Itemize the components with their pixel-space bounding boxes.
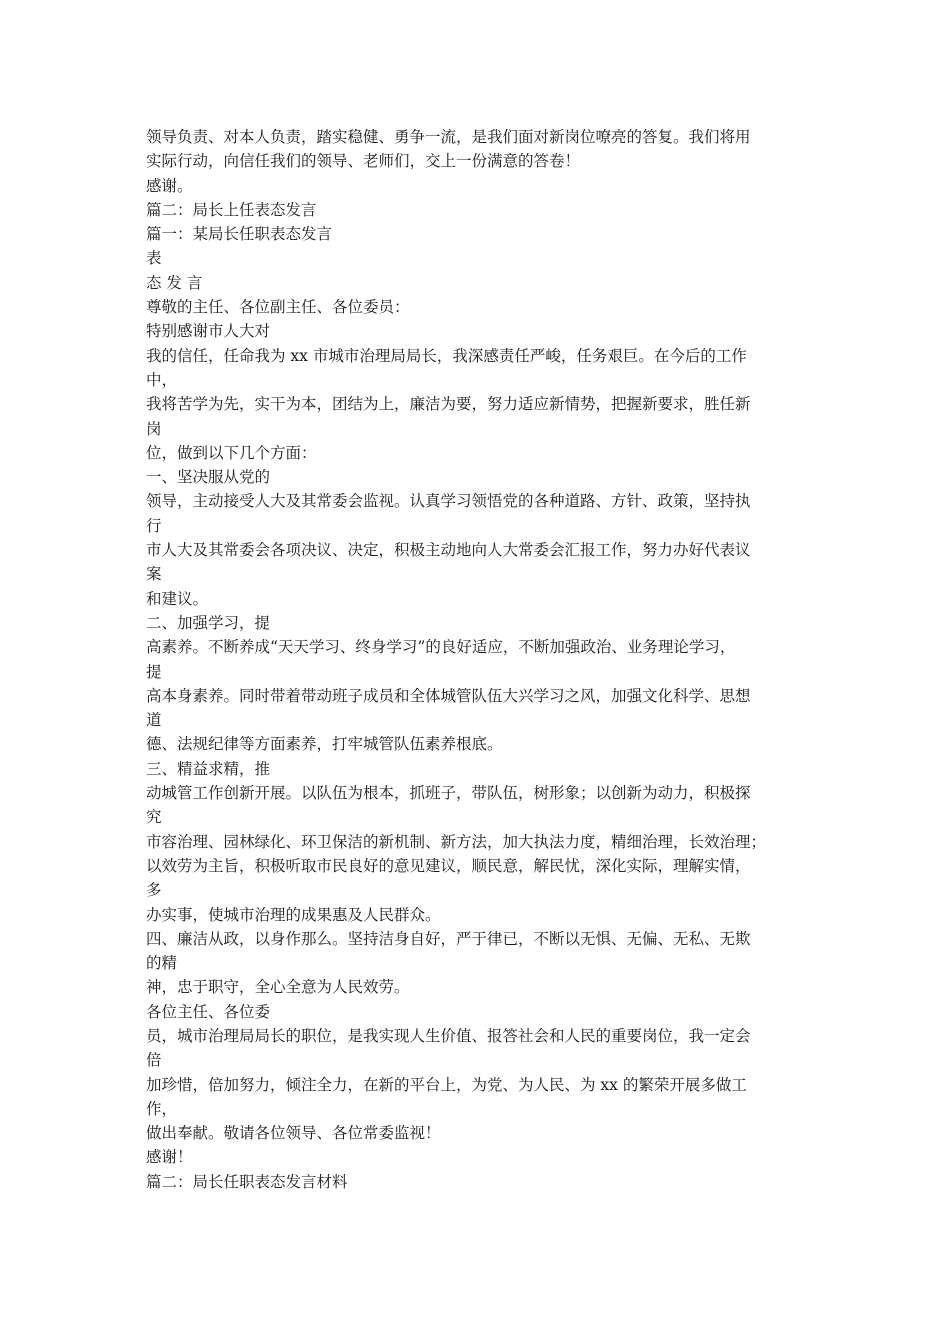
section-heading: 篇一：某局长任职表态发言 — [146, 225, 333, 244]
text-line: 究 — [146, 808, 162, 827]
text-line: 加珍惜，倍加努力，倾注全力，在新的平台上，为党、为人民、为 xx 的繁荣开展多做工 — [146, 1075, 747, 1094]
text-line: 做出奉献。敬请各位领导、各位常委监视！ — [146, 1124, 441, 1143]
document-body — [146, 125, 814, 1194]
text-line: 四、廉洁从政，以身作那么。坚持洁身自好，严于律已，不断以无惧、无偏、无私、无欺 — [146, 929, 751, 948]
text-line: 多 — [146, 881, 162, 900]
text-line: 高素养。不断养成“天天学习、终身学习”的良好适应，不断加强政治、业务理论学习， — [146, 638, 736, 657]
section-heading: 篇二：局长任职表态发言材料 — [146, 1172, 348, 1191]
text-line: 德、法规纪律等方面素养，打牢城管队伍素养根底。 — [146, 735, 503, 754]
text-line: 我将苦学为先，实干为本，团结为上，廉洁为要，努力适应新情势，把握新要求，胜任新 — [146, 395, 751, 414]
text-line: 行 — [146, 516, 162, 535]
text-line: 员，城市治理局局长的职位，是我实现人生价值、报答社会和人民的重要岗位，我一定会 — [146, 1026, 751, 1045]
text-line: 尊敬的主任、各位副主任、各位委员： — [146, 298, 410, 317]
text-line: 案 — [146, 565, 162, 584]
text-line: 和建议。 — [146, 589, 209, 608]
text-line: 以效劳为主旨，积极听取市民良好的意见建议，顺民意，解民忧，深化实际，理解实情， — [146, 856, 751, 875]
text-line: 领导，主动接受人大及其常委会监视。认真学习领悟党的各种道路、方针、政策，坚持执 — [146, 492, 751, 511]
text-line: 中， — [146, 370, 178, 389]
text-line: 的精 — [146, 954, 178, 973]
text-line: 位，做到以下几个方面： — [146, 443, 317, 462]
text-line: 实际行动，向信任我们的领导、老师们，交上一份满意的答卷！ — [146, 152, 581, 171]
text-line: 各位主任、各位委 — [146, 1002, 271, 1021]
text-line: 岗 — [146, 419, 162, 438]
text-line: 一、坚决服从党的 — [146, 468, 271, 487]
text-line: 感谢！ — [146, 1148, 193, 1167]
text-line: 特别感谢市人大对 — [146, 322, 271, 341]
text-line: 我的信任，任命我为 xx 市城市治理局局长，我深感责任严峻，任务艰巨。在今后的工作 — [146, 346, 747, 365]
text-line: 高本身素养。同时带着带动班子成员和全体城管队伍大兴学习之风，加强文化科学、思想 — [146, 686, 751, 705]
text-line: 作， — [146, 1099, 178, 1118]
text-line: 二、加强学习，提 — [146, 613, 271, 632]
text-line: 态 发 言 — [146, 273, 203, 292]
section-heading: 篇二：局长上任表态发言 — [146, 200, 317, 219]
text-line: 市容治理、园林绿化、环卫保洁的新机制、新方法，加大执法力度，精细治理，长效治理； — [146, 832, 767, 851]
text-line: 市人大及其常委会各项决议、决定，积极主动地向人大常委会汇报工作，努力办好代表议 — [146, 541, 751, 560]
text-line: 表 — [146, 249, 162, 268]
text-line: 道 — [146, 711, 162, 730]
text-line: 提 — [146, 662, 162, 681]
text-line: 感谢。 — [146, 176, 193, 195]
text-line: 倍 — [146, 1051, 162, 1070]
text-line: 三、精益求精，推 — [146, 759, 271, 778]
text-line: 领导负责、对本人负责，踏实稳健、勇争一流，是我们面对新岗位嘹亮的答复。我们将用 — [146, 128, 751, 146]
text-line: 神，忠于职守，全心全意为人民效劳。 — [146, 978, 410, 997]
text-line: 动城管工作创新开展。以队伍为根本，抓班子，带队伍，树形象；以创新为动力，积极探 — [146, 784, 751, 803]
text-line: 办实事，使城市治理的成果惠及人民群众。 — [146, 905, 441, 924]
